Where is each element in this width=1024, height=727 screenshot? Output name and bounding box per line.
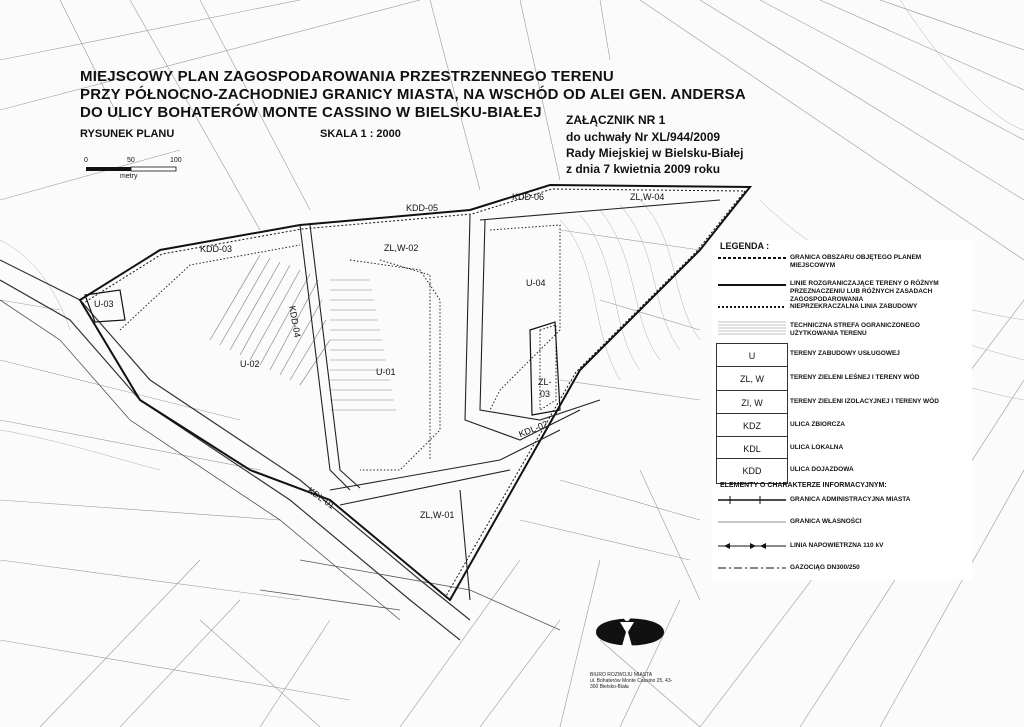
building-lines <box>120 225 560 470</box>
legend-item: ULICA LOKALNA <box>790 444 844 451</box>
legend-symbol: KDL <box>716 436 788 462</box>
zone-label: ZL,W-01 <box>420 510 455 520</box>
scale-unit: metry <box>120 173 138 180</box>
legend-item: NIEPRZEKRACZALNA LINIA ZABUDOWY <box>790 303 918 310</box>
legend-info-item: GRANICA WŁASNOŚCI <box>790 518 862 525</box>
legend-symbol: KDD <box>716 458 788 484</box>
zone-label: U-01 <box>376 367 396 377</box>
legend-info-item: GRANICA ADMINISTRACYJNA MIASTA <box>790 496 911 503</box>
zone-label: U-04 <box>526 278 546 288</box>
title-line-2: PRZY PÓŁNOCNO-ZACHODNIEJ GRANICY MIASTA, NA WSCHÓD OD ALEI GEN. ANDERSA <box>80 86 746 103</box>
legend-item: TERENY ZIELENI LEŚNEJ I TERENY WÓD <box>790 374 920 381</box>
scale-tick-0: 0 <box>84 157 88 164</box>
zone-label: KDD-06 <box>512 192 545 202</box>
legend-item: ULICA ZBIORCZA <box>790 421 846 428</box>
zone-label: 03 <box>540 389 551 399</box>
legend-item: TECHNICZNA STREFA OGRANICZONEGO UŻYTKOWANIA TERENU <box>790 322 920 337</box>
zone-label: ZL,W-02 <box>384 243 419 253</box>
scale-tick-100: 100 <box>170 157 182 164</box>
zone-label: U-02 <box>240 359 260 369</box>
zone-label: KDD-05 <box>406 203 439 213</box>
logo-line-1: BIURO ROZWOJU MIASTA <box>590 672 653 678</box>
legend-symbol: ZI, W <box>716 390 788 416</box>
zone-label: KDD-04 <box>287 305 303 339</box>
legend-item: TERENY ZABUDOWY USŁUGOWEJ <box>790 350 900 357</box>
annex-line-1: ZAŁĄCZNIK NR 1 <box>566 113 666 127</box>
legend-symbol: U <box>716 343 788 369</box>
zone-label: ZL- <box>538 377 552 387</box>
annex-line-4: z dnia 7 kwietnia 2009 roku <box>566 162 721 176</box>
legend-item: GRANICA OBSZARU OBJĘTEGO PLANEM MIEJSCOWYM <box>790 254 922 269</box>
legend-symbol: KDZ <box>716 413 788 439</box>
logo-line-2: ul. Bohaterów Monte Cassino 25, 43-300 Bielsko-Biała <box>590 678 673 690</box>
drawing-label: RYSUNEK PLANU <box>80 128 175 140</box>
title-line-3: DO ULICY BOHATERÓW MONTE CASSINO W BIELSKU-BIAŁEJ <box>80 104 542 121</box>
annex-line-3: Rady Miejskiej w Bielsku-Białej <box>566 146 744 160</box>
legend-info-title: ELEMENTY O CHARAKTERZE INFORMACYJNYM: <box>720 482 887 489</box>
legend-item: ULICA DOJAZDOWA <box>790 466 854 473</box>
city-logo <box>596 615 664 646</box>
legend-item: TERENY ZIELENI IZOLACYJNEJ I TERENY WÓD <box>790 398 939 405</box>
scale-tick-50: 50 <box>127 157 135 164</box>
title-line-1: MIEJSCOWY PLAN ZAGOSPODAROWANIA PRZESTRZENNEGO TERENU <box>80 68 614 85</box>
scale-bar <box>86 167 176 171</box>
legend-title: LEGENDA : <box>720 241 770 251</box>
logo-text <box>590 672 680 690</box>
legend-item: LINIE ROZGRANICZAJĄCE TERENY O RÓŻNYM PRZEZNACZENIU LUB RÓŻNYCH ZASADACH ZAGOSPODAROWANIA <box>790 280 939 303</box>
legend-symbol: ZL, W <box>716 366 788 392</box>
legend-info-item: GAZOCIĄG DN300/250 <box>790 564 860 571</box>
zone-label: KDD-03 <box>200 244 233 254</box>
zone-label: KDL-01 <box>305 485 337 511</box>
technical-strip-horizontal <box>330 280 396 410</box>
zone-label: KDL-02 <box>517 418 550 440</box>
legend-info-item: LINIA NAPOWIETRZNA 110 kV <box>790 542 884 549</box>
zone-label: U-03 <box>94 299 114 309</box>
scale-label: SKALA 1 : 2000 <box>320 128 401 140</box>
annex-line-2: do uchwały Nr XL/944/2009 <box>566 130 721 144</box>
main-road <box>0 260 470 640</box>
zone-label: ZL,W-04 <box>630 192 665 202</box>
